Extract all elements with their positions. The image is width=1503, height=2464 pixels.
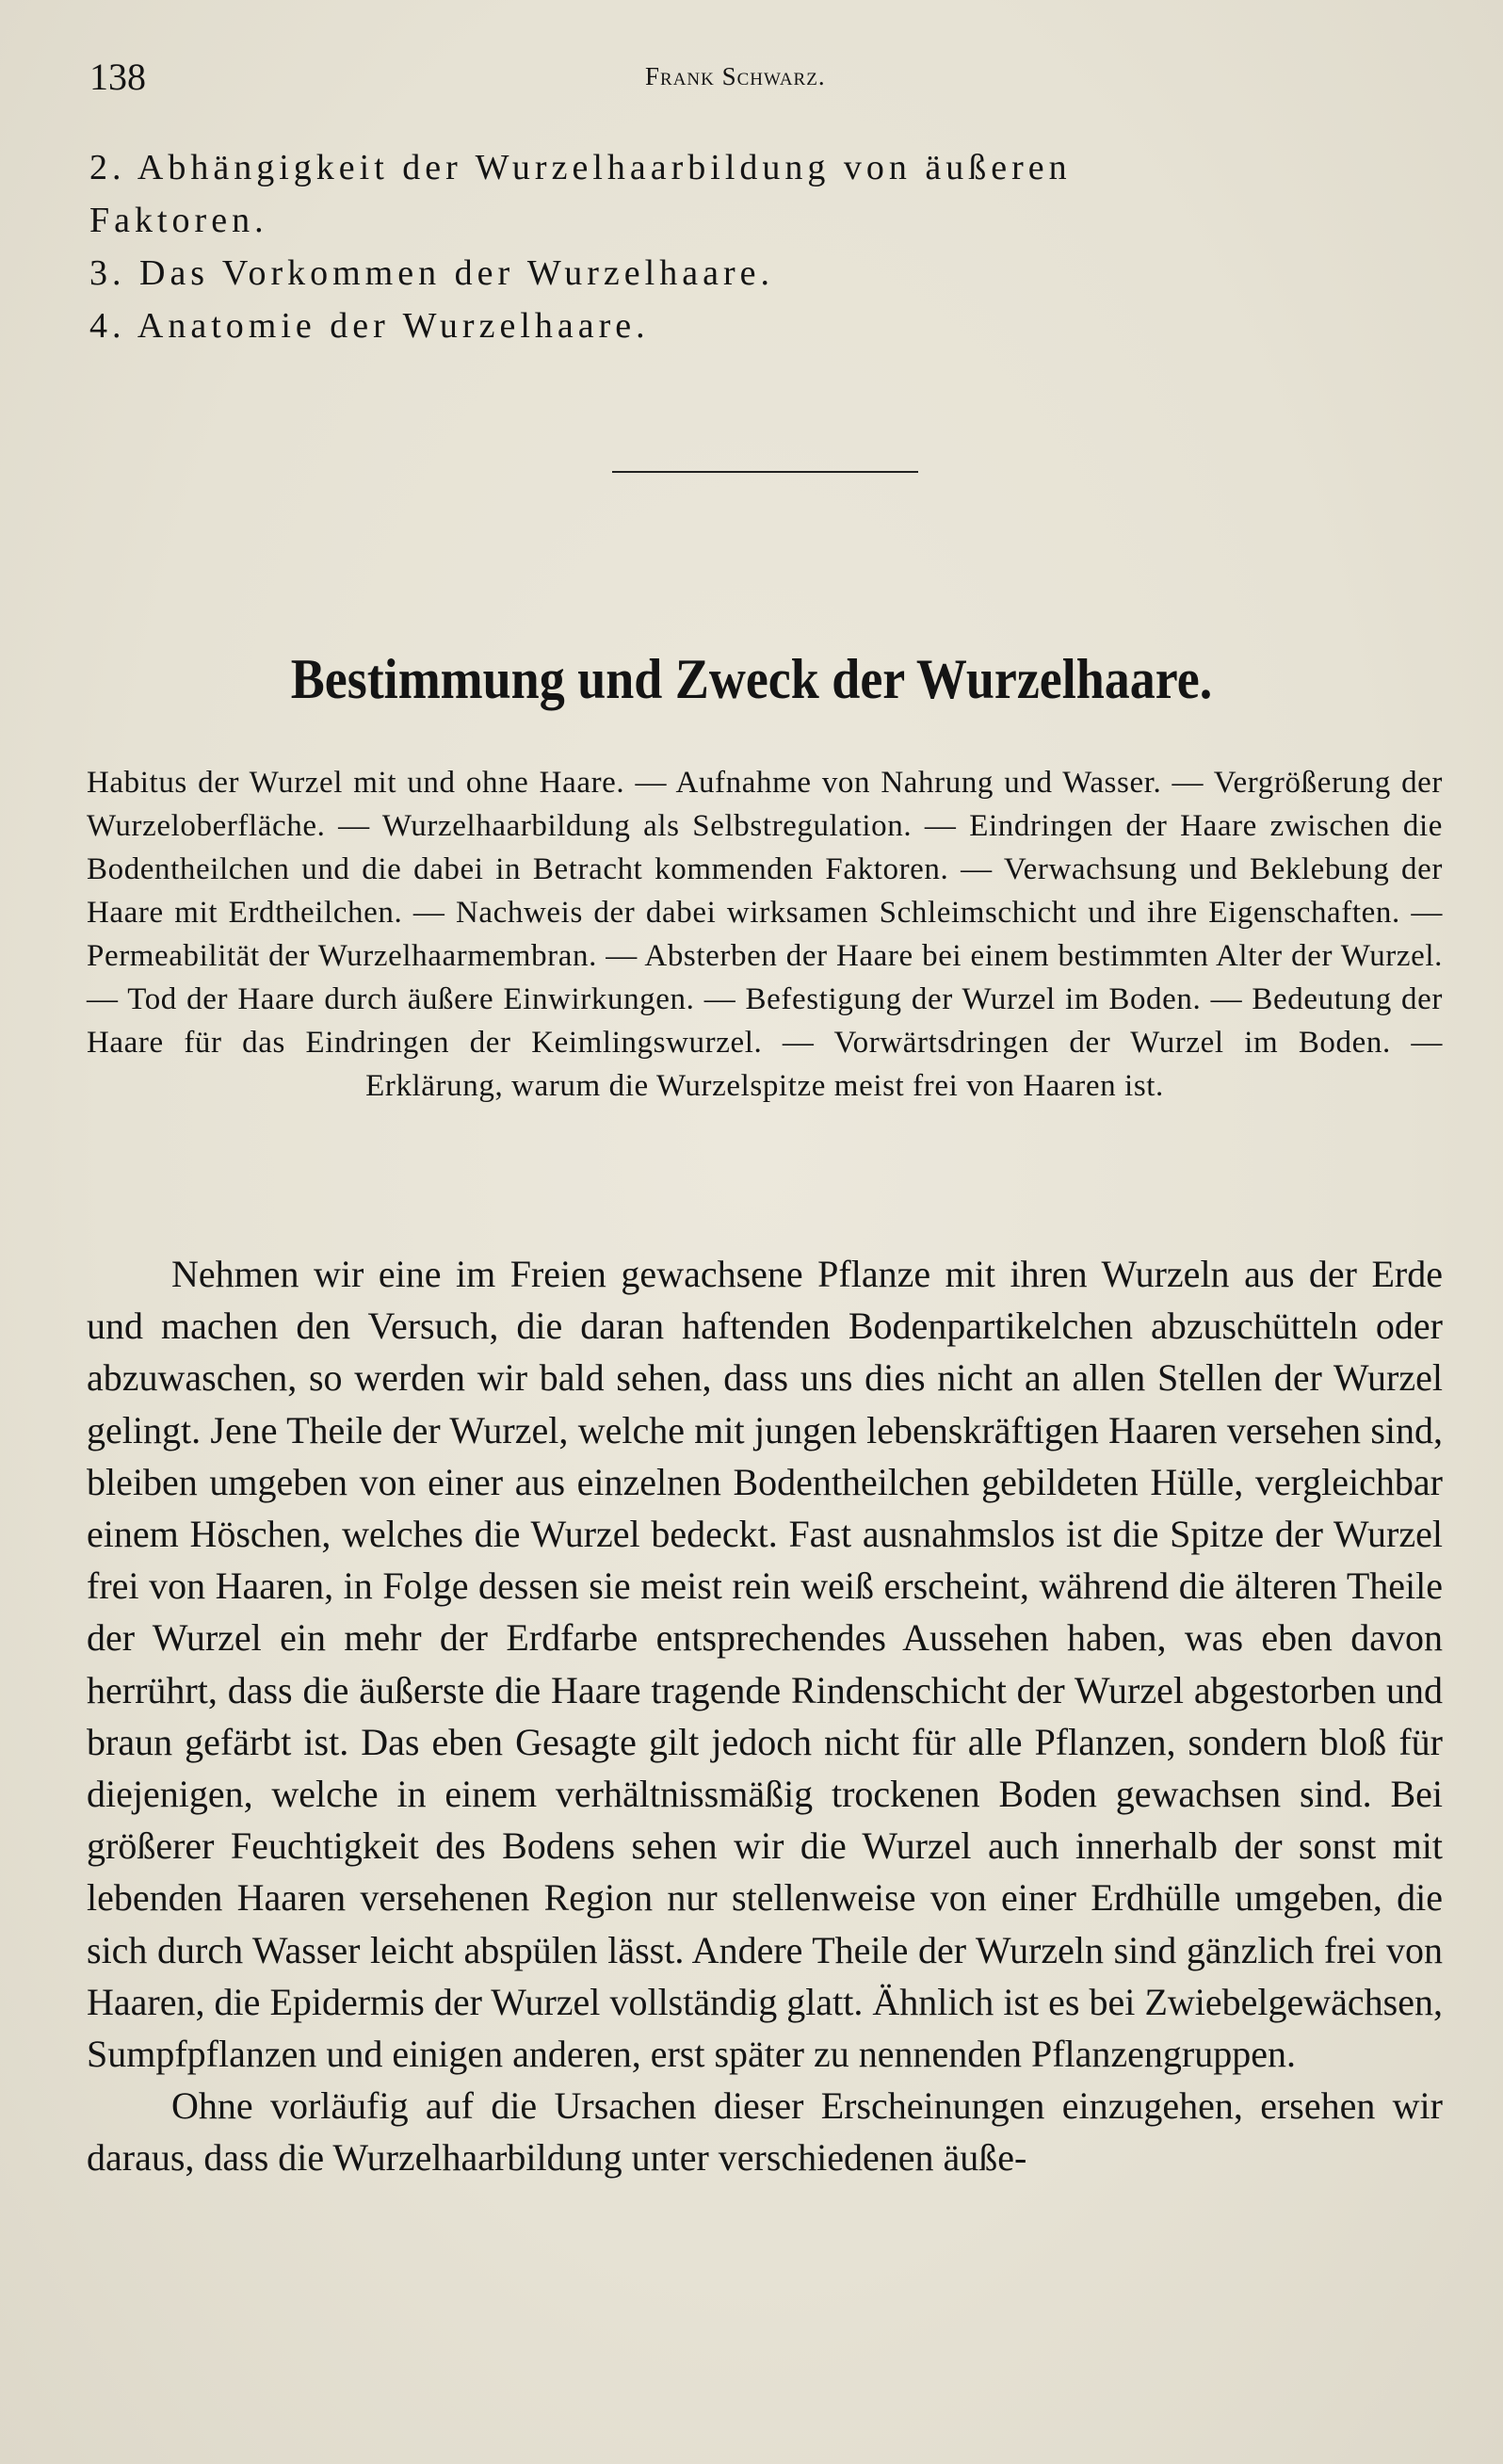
section-title: Bestimmung und Zweck der Wurzelhaare. <box>290 647 1213 711</box>
section-summary: Habitus der Wurzel mit und ohne Haare. — Aufnahme von Nahrung und Wasser. — Vergrößerung der Wurzeloberfläche. — Wurzelhaarbildung als Selbstregulation. — Eindringen der Haare zwischen die Bodentheilchen und die dabei in Betracht kommenden Faktoren. — Verwachsung und Beklebung der Haare mit Erdtheilchen. — Nachweis der dabei wirksamen Schleimschicht und ihre Eigenschaften. — Permeabilität der Wurzelhaarmembran. — Absterben der Haare bei einem bestimmten Alter der Wurzel. — Tod der Haare durch äußere Einwirkungen. — Befestigung der Wurzel im Boden. — Bedeutung der Haare für das Eindringen der Keimlingswurzel. — Vorwärtsdringen der Wurzel im Boden. — Erklärung, warum die Wurzelspitze meist frei von Haaren ist. <box>87 766 1443 1103</box>
list-item-continuation: Faktoren. <box>89 201 268 240</box>
section-divider <box>612 471 918 473</box>
paragraph: Nehmen wir eine im Freien gewachsene Pflanze mit ihren Wurzeln aus der Erde und machen den Versuch, die daran haftenden Bodenpartikelchen abzuschütteln oder abzuwaschen, so werden wir bald sehen, dass uns dies nicht an allen Stellen der Wurzel gelingt. Jene Theile der Wurzel, welche mit jungen lebenskräftigen Haaren versehen sind, bleiben umgeben von einer aus einzelnen Bodentheilchen gebildeten Hülle, vergleichbar einem Höschen, welches die Wurzel bedeckt. Fast ausnahmslos ist die Spitze der Wurzel frei von Haaren, in Folge dessen sie meist rein weiß erscheint, während die älteren Theile der Wurzel ein mehr der Erdfarbe entsprechendes Aussehen haben, was eben davon herrührt, dass die äußerste die Haare tragende Rindenschicht der Wurzel abgestorben und braun gefärbt ist. Das eben Gesagte gilt jedoch nicht für alle Pflanzen, sondern bloß für diejenigen, welche in einem verhältnissmäßig trockenen Boden gewachsen sind. Bei größerer Feuchtigkeit des Bodens sehen wir die Wurzel auch innerhalb der sonst mit lebenden Haaren versehenen Region nur stellenweise von einer Erdhülle umgeben, die sich durch Wasser leicht abspülen lässt. Andere Theile der Wurzeln sind gänzlich frei von Haaren, die Epidermis der Wurzel vollständig glatt. Ähnlich ist es bei Zwiebelgewächsen, Sumpfpflanzen und einigen anderen, erst später zu nennenden Pflanzengruppen. <box>87 1253 1443 2076</box>
list-item: 3. Das Vorkommen der Wurzelhaare. <box>89 253 774 293</box>
body-text <box>87 1248 1443 2184</box>
page-header <box>89 55 1446 111</box>
list-item: 4. Anatomie der Wurzelhaare. <box>89 306 650 346</box>
page-number: 138 <box>89 56 146 98</box>
running-head: Frank Schwarz. <box>645 62 826 90</box>
paragraph: Ohne vorläufig auf die Ursachen dieser Erscheinungen einzugehen, ersehen wir daraus, dass die Wurzelhaarbildung unter verschiedenen äuße- <box>87 2084 1443 2180</box>
list-item: 2. Abhängigkeit der Wurzelhaarbildung von äußeren <box>89 148 1072 187</box>
chapter-list <box>89 141 1450 352</box>
